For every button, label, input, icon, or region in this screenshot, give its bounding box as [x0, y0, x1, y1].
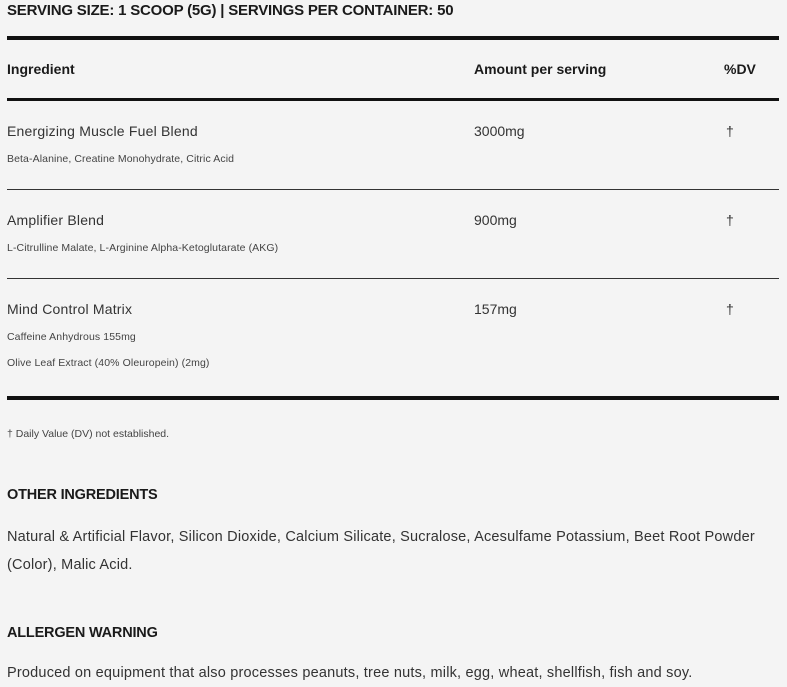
ingredient-name: Energizing Muscle Fuel Blend	[7, 123, 198, 139]
ingredient-dv: †	[726, 212, 734, 228]
divider-bottom	[7, 396, 779, 400]
table-row	[7, 101, 779, 190]
ingredient-dv: †	[726, 123, 734, 139]
ingredient-amount: 3000mg	[474, 123, 525, 139]
table-row	[7, 190, 779, 279]
ingredient-amount: 900mg	[474, 212, 517, 228]
table-header	[7, 40, 779, 98]
other-ingredients-text: Natural & Artificial Flavor, Silicon Dioxide, Calcium Silicate, Sucralose, Acesulfame Potassium, Beet Root Powder (Color), Malic Acid.	[7, 529, 755, 573]
header-dv: %DV	[724, 61, 756, 77]
ingredient-name: Mind Control Matrix	[7, 301, 133, 317]
ingredient-detail: Caffeine Anhydrous 155mg	[7, 331, 136, 343]
ingredient-detail: L-Citrulline Malate, L-Arginine Alpha-Ketoglutarate (AKG)	[7, 242, 279, 254]
serving-size-line: SERVING SIZE: 1 SCOOP (5G) | SERVINGS PER CONTAINER: 50	[7, 2, 454, 19]
allergen-title: ALLERGEN WARNING	[7, 625, 158, 641]
ingredient-amount: 157mg	[474, 301, 517, 317]
ingredient-detail: Beta-Alanine, Creatine Monohydrate, Citric Acid	[7, 153, 235, 165]
allergen-text: Produced on equipment that also processes peanuts, tree nuts, milk, egg, wheat, shellfish, fish and soy.	[7, 665, 693, 681]
ingredient-detail: Olive Leaf Extract (40% Oleuropein) (2mg)	[7, 357, 210, 369]
ingredient-name: Amplifier Blend	[7, 212, 105, 228]
header-ingredient: Ingredient	[7, 61, 75, 77]
table-row	[7, 279, 779, 396]
other-ingredients-title: OTHER INGREDIENTS	[7, 487, 158, 503]
ingredient-dv: †	[726, 301, 734, 317]
header-amount: Amount per serving	[474, 61, 607, 77]
dv-footnote: † Daily Value (DV) not established.	[7, 428, 170, 440]
